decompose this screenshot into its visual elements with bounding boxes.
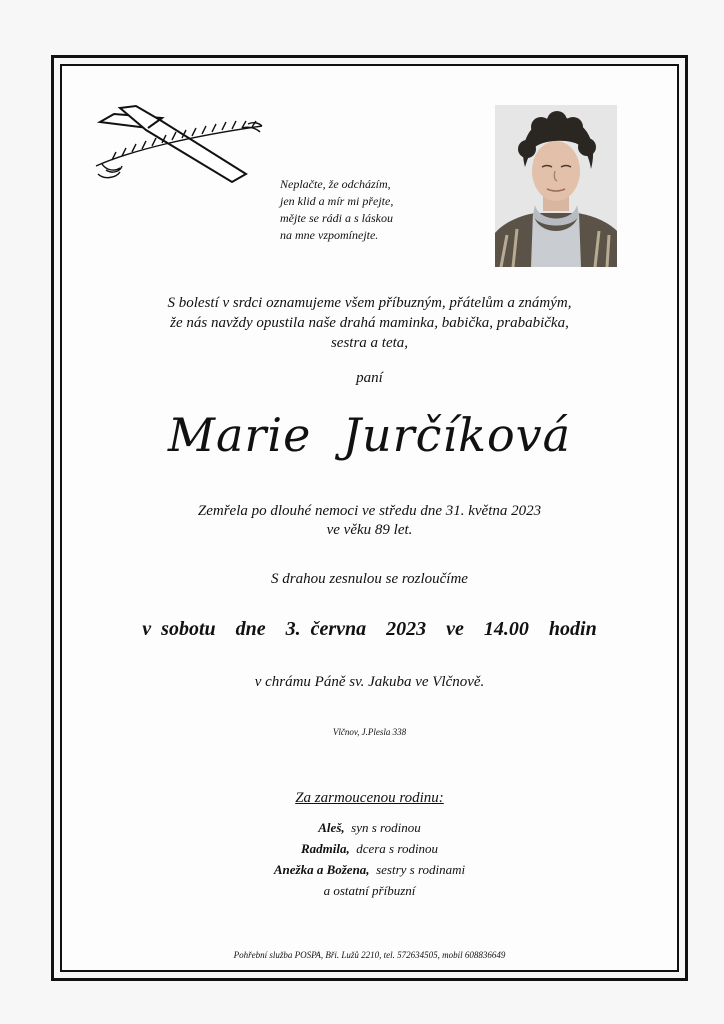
portrait-image [495,105,617,267]
verse-line: na mne vzpomínejte. [280,228,379,242]
death-info-line: ve věku 89 let. [326,522,413,538]
family-member-name: Aleš, [318,820,345,835]
address: Vlčnov, J.Plesla 338 [332,727,407,737]
title-word: paní [356,370,383,386]
family-member [60,838,679,859]
family-member-relation: sestry s rodinami [376,862,466,877]
death-info-line: Zemřela po dlouhé nemoci ve středu dne 31. května 2023 [197,503,542,519]
family-other: a ostatní příbuzní [323,883,416,898]
ceremony-time: v sobotu dne 3. června 2023 ve 14.00 hodin [142,618,597,640]
announcement [60,293,679,353]
verse-line: jen klid a mír mi přejte, [280,194,394,208]
family-member-name: Anežka a Božena, [273,862,370,877]
family-member-name: Radmila, [300,841,350,856]
family-member-relation: dcera s rodinou [356,841,439,856]
verse [280,176,430,244]
announcement-line: S bolestí v srdci oznamujeme všem příbuzným, přátelům a známým, [167,295,572,311]
announcement-line: že nás navždy opustila naše drahá maminka, babička, prababička, [170,315,569,331]
announcement-line: sestra a teta, [330,335,409,351]
family-list [60,817,679,901]
death-info [60,502,679,540]
family-heading: Za zarmoucenou rodinu: [295,790,444,806]
ceremony-place: v chrámu Páně sv. Jakuba ve Vlčnově. [254,674,485,690]
verse-line: Neplačte, že odcházím, [280,177,391,191]
family-member-relation: syn s rodinou [351,820,421,835]
family-member [60,859,679,880]
farewell-text: S drahou zesnulou se rozloučíme [271,571,468,587]
deceased-name: Marie Jurčíková [167,408,572,462]
family-member [60,817,679,838]
cross-palm-icon [92,104,270,186]
funeral-service: Pohřební služba POSPA, Bři. Lužů 2210, tel. 572634505, mobil 608836649 [233,950,506,960]
portrait-photo [495,105,617,267]
verse-line: mějte se rádi a s láskou [280,211,393,225]
